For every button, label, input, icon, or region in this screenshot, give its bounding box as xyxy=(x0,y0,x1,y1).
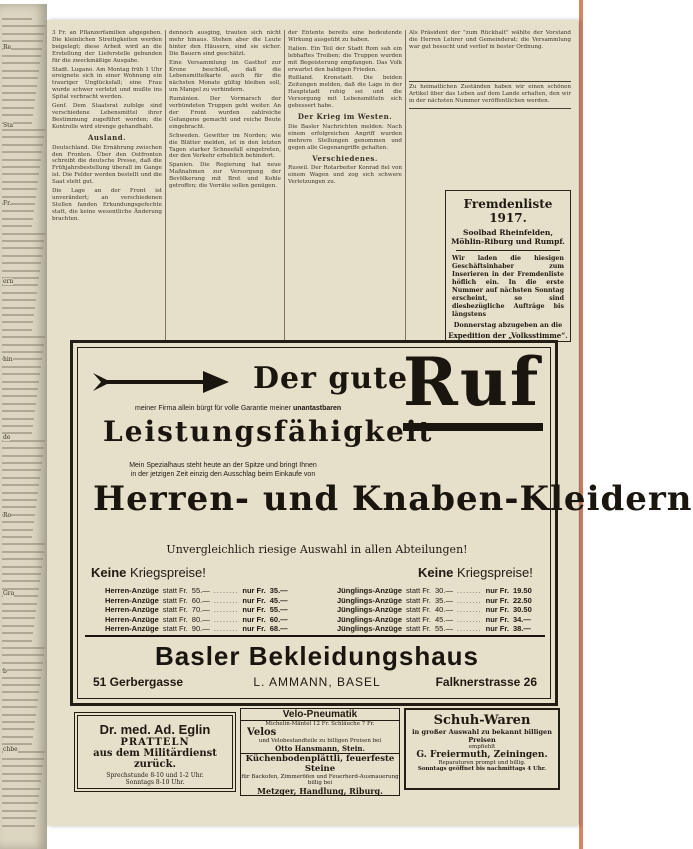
fremdenliste-title: Fremdenliste 1917. xyxy=(463,197,553,225)
facing-page-text-line xyxy=(2,136,44,138)
facing-page-text-line xyxy=(2,736,33,738)
address-left: 51 Gerbergasse xyxy=(93,675,184,689)
new-price: 19.50 xyxy=(512,586,532,596)
facing-page-text-line xyxy=(2,351,43,353)
news-paragraph: Ruswil. Der Rotarbeiter Konrad fiel von einem Wagen und zog sich schwere Verletzungen zu. xyxy=(288,165,402,186)
facing-page-text-line xyxy=(2,410,35,412)
facing-page-text-line xyxy=(2,307,35,309)
item-label: Jünglings-Anzüge xyxy=(337,586,402,596)
tagline-bold: unantastbaren xyxy=(292,405,342,412)
facing-page-text-line xyxy=(2,218,33,220)
kueche-line: für Backofen, Zimmeröfen und Feuerherd-Ausmauerung billig bei xyxy=(241,774,399,786)
leader-dots: ........ xyxy=(456,595,482,605)
old-price: 80.— xyxy=(191,614,210,624)
facing-page-text-line xyxy=(2,425,33,427)
fremdenliste-subtitle-2: Möhlin-Riburg und Rumpf. xyxy=(451,237,565,246)
facing-page-text-line xyxy=(2,373,40,375)
facing-page-text-line xyxy=(2,403,36,405)
facing-page-text-line xyxy=(2,85,37,87)
doctor-place: PRATTELN xyxy=(120,737,190,748)
notice-box xyxy=(409,81,571,110)
velo-seller: Otto Hansmann, Stein. xyxy=(241,744,399,754)
facing-page-text-line xyxy=(2,321,33,323)
statt-label: statt Fr. xyxy=(406,586,432,596)
column-rule xyxy=(284,30,285,342)
facing-page-text-line xyxy=(2,551,44,553)
facing-page-text-line xyxy=(2,469,41,471)
facing-page-text-line xyxy=(2,580,40,582)
statt-label: statt Fr. xyxy=(162,595,188,605)
arrow-icon xyxy=(93,365,233,399)
facing-page-text-line xyxy=(2,344,44,346)
facing-page-text-line xyxy=(2,366,41,368)
price-row xyxy=(103,615,290,625)
news-paragraph: Genf. Dem Staatsrat zufolge sind verschiedene Lebensmittel ihrer Bestimmung zugeführt worden; die Kontrolle wird strenge gehandhabt. xyxy=(52,103,162,130)
statt-label: statt Fr. xyxy=(162,586,188,596)
news-paragraph: Die Lage an der Front ist unverändert; an verschiedenen Stellen fanden Erkundungsgefechte statt, die keine wesentliche Änderung brachten. xyxy=(52,188,162,222)
fremdenliste-body: Wir laden die hiesigen Geschäftsinhaber zum Inserieren in der Fremdenliste höflich ein. In die erste Nummer auf nächsten Sonntag erscheint, so sind diesbezügliche Aufträge bis längstens xyxy=(452,255,564,318)
facing-page-text-line xyxy=(2,617,35,619)
divider xyxy=(456,250,560,251)
tagline xyxy=(135,405,341,412)
facing-page-text-line xyxy=(2,262,41,264)
shoes-line-2: Reparaturen prompt und billig. xyxy=(438,760,526,766)
facing-page-text-line xyxy=(2,395,37,397)
facing-page-text-line xyxy=(2,418,34,420)
facing-page-text-line xyxy=(2,18,32,20)
item-label: Herren-Anzüge xyxy=(105,586,159,596)
facing-page-fragment: Gra xyxy=(3,590,15,597)
headline-leistungsfaehigkeit: Leistungsfähigkeit xyxy=(103,415,434,448)
facing-page-text-line xyxy=(2,314,34,316)
old-price: 70.— xyxy=(191,605,210,615)
facing-page-text-line xyxy=(2,558,43,560)
facing-page-text-line xyxy=(2,62,40,64)
facing-page-text-line xyxy=(2,721,35,723)
price-row xyxy=(335,624,534,634)
news-paragraph: Rußland. Kronstadt. Die beiden Zeitungen melden, daß die Lage in der Hauptstadt ruhig sei und die Versorgung mit Lebensmitteln sich gebessert habe. xyxy=(288,75,402,110)
velo-title: Velo-Pneumatik xyxy=(241,709,399,721)
page-edge-stain xyxy=(579,0,583,849)
price-row xyxy=(335,596,534,606)
new-price: 38.— xyxy=(512,624,531,634)
nur-label: nur Fr. xyxy=(242,586,266,596)
facing-page-text-line xyxy=(2,795,39,797)
old-price: 30.— xyxy=(435,586,453,596)
shoes-line-1: in großer Auswahl zu bekannt billigen Preisen xyxy=(412,728,552,744)
facing-page-text-line xyxy=(2,255,42,257)
nur-label: nur Fr. xyxy=(242,605,266,615)
facing-page-text-line xyxy=(2,447,44,449)
leader-dots: ........ xyxy=(213,614,239,624)
old-price: 35.— xyxy=(435,595,453,605)
facing-page-text-line xyxy=(2,825,35,827)
old-price: 90.— xyxy=(191,624,210,634)
velo-brand: Velos xyxy=(247,727,277,738)
section-heading-verschiedenes: Verschiedenes. xyxy=(312,153,378,163)
facing-page-text-line xyxy=(2,610,36,612)
facing-page-text-line xyxy=(2,484,39,486)
leader-dots: ........ xyxy=(456,614,482,624)
old-price: 40.— xyxy=(435,605,453,615)
facing-page-text-line xyxy=(2,92,36,94)
facing-page-fragment: Ro xyxy=(3,512,12,519)
new-price: 30.50 xyxy=(512,605,532,615)
fremdenliste-subtitle-1: Soolbad Rheinfelden, xyxy=(463,228,553,237)
facing-page-text-line xyxy=(2,292,37,294)
old-price: 60.— xyxy=(191,595,210,605)
facing-page-edge xyxy=(0,4,47,849)
facing-page-text-line xyxy=(2,77,38,79)
facing-page-text-line xyxy=(2,536,32,538)
old-price: 45.— xyxy=(435,614,453,624)
selection-line: Unvergleichlich riesige Auswahl in allen Abteilungen! xyxy=(166,543,468,556)
fremdenliste-office: Expedition der „Volksstimme“. xyxy=(448,331,568,340)
facing-page-text-line xyxy=(2,677,41,679)
ad-doctor xyxy=(74,712,236,792)
facing-page-text-line xyxy=(2,210,34,212)
facing-page-text-line xyxy=(2,166,40,168)
column-rule xyxy=(405,30,406,342)
ad-schuh-waren xyxy=(404,708,560,790)
facing-page-text-line xyxy=(2,329,32,331)
leader-dots: ........ xyxy=(456,605,482,615)
facing-page-text-line xyxy=(2,640,32,642)
facing-page-text-line xyxy=(2,810,37,812)
leader-dots: ........ xyxy=(456,624,482,634)
news-paragraph: Deutschland. Die Ernährung zwischen den Fronten. Über den Ostfronten schreibt die deutsche Presse, daß die Frühjahrsbestellung überall im Gange ist. Die Felder werden bestellt und die Saat steht gut. xyxy=(52,144,162,186)
store-name: Basler Bekleidungshaus xyxy=(155,641,479,671)
facing-page-fragment: Re xyxy=(3,44,12,51)
facing-page-text-line xyxy=(2,662,43,664)
facing-page-fragment: ern xyxy=(3,278,14,285)
nur-label: nur Fr. xyxy=(485,614,509,624)
facing-page-text-line xyxy=(2,573,41,575)
shoes-title: Schuh-Waren xyxy=(433,713,531,728)
facing-page-text-line xyxy=(2,336,45,338)
news-paragraph: Als Präsident der "zum Rückhalt" wählte der Vorstand die Herren Lehrer und Gemeinderat; die Versammlung war gut besucht und verlief in bester Ordnung. xyxy=(409,30,571,50)
price-row xyxy=(103,596,290,606)
velo-line-2: und Velobestandteile zu billigen Preisen bei xyxy=(258,738,382,744)
facing-page-text-line xyxy=(2,743,32,745)
facing-page-text-line xyxy=(2,462,42,464)
item-label: Herren-Anzüge xyxy=(105,595,159,605)
new-price: 22.50 xyxy=(512,595,532,605)
news-paragraph: Stadt. Lugano. Am Montag früh 1 Uhr ereignete sich in einer Wohnung ein trauriger Unglücksfall; eine Frau wurde schwer verletzt und mußte ins Spital verbracht werden. xyxy=(52,66,162,101)
statt-label: statt Fr. xyxy=(162,605,188,615)
headline-ruf: Ruf xyxy=(403,343,541,421)
facing-page-text-line xyxy=(2,240,44,242)
facing-page-text-line xyxy=(2,33,44,35)
keine-label: Keine xyxy=(91,565,127,580)
statt-label: statt Fr. xyxy=(406,614,432,624)
notice-text: Zu heimatlichen Zuständen haben wir einen schönen Artikel über das Leben auf dem Lande erhalten, den wir in der nächsten Nummer veröffentlichen werden. xyxy=(409,83,571,104)
facing-page-text-line xyxy=(2,151,42,153)
facing-page-text-line xyxy=(2,499,37,501)
facing-page-text-line xyxy=(2,566,42,568)
facing-page-text-line xyxy=(2,632,33,634)
facing-page-text-line xyxy=(2,765,43,767)
facing-page-text-line xyxy=(2,40,43,42)
fremdenliste-deadline: Donnerstag abzugeben an die xyxy=(453,321,563,329)
news-paragraph: der Entente bereits eine bedeutende Wirkung ausgeübt zu haben. xyxy=(288,30,402,43)
facing-page-fragment: Fr. xyxy=(3,200,12,207)
facing-page-text-line xyxy=(2,299,36,301)
facing-page-text-line xyxy=(2,477,40,479)
fremdenliste-ad xyxy=(445,190,571,342)
statt-label: statt Fr. xyxy=(406,605,432,615)
facing-page-text-line xyxy=(2,196,36,198)
facing-page-text-line xyxy=(2,706,37,708)
statt-label: statt Fr. xyxy=(162,614,188,624)
facing-page-text-line xyxy=(2,388,38,390)
spec-text xyxy=(73,461,373,479)
juenglinge-price-table xyxy=(335,586,534,634)
facing-page-text-line xyxy=(2,55,41,57)
news-column-2 xyxy=(169,30,281,342)
keine-kriegspreise-left xyxy=(91,565,206,580)
shoes-seller: G. Freiermuth, Zeiningen. xyxy=(416,750,548,760)
doctor-returned: aus dem Militärdienst zurück. xyxy=(93,748,217,770)
statt-label: statt Fr. xyxy=(406,595,432,605)
new-price: 68.— xyxy=(269,624,288,634)
nur-label: nur Fr. xyxy=(242,624,266,634)
kriegspreise-label: Kriegspreise! xyxy=(457,565,533,580)
facing-page-text-line xyxy=(2,625,34,627)
nur-label: nur Fr. xyxy=(485,595,509,605)
item-label: Jünglings-Anzüge xyxy=(337,614,402,624)
spec-line-2: in der jetzigen Zeit einzig den Ausschlag beim Einkaufe von xyxy=(130,471,316,478)
new-price: 45.— xyxy=(269,595,288,605)
news-column-1 xyxy=(52,30,162,342)
doctor-name: Dr. med. Ad. Eglin xyxy=(99,722,211,737)
news-paragraph: dennoch ausging, trauten sich nicht mehr hinaus. Stehen aber die Leute hinter den Häusern, sind sie sicher. Die Bauern sind geschätzt. xyxy=(169,30,281,57)
nur-label: nur Fr. xyxy=(485,586,509,596)
item-label: Jünglings-Anzüge xyxy=(337,605,402,615)
section-heading-ausland: Ausland. xyxy=(87,132,127,142)
new-price: 34.— xyxy=(512,614,531,624)
headline-kleidern: Herren- und Knaben-Kleidern xyxy=(93,479,693,519)
facing-page-text-line xyxy=(2,107,34,109)
facing-page-text-line xyxy=(2,699,38,701)
facing-page-text-line xyxy=(2,225,32,227)
news-paragraph: Eine Versammlung im Gasthof zur Krone beschloß, daß die Lebensmittelkarte auch für die nächsten Monate gültig bleiben soll, um Mangel zu verhindern. xyxy=(169,59,281,94)
facing-page-text-line xyxy=(2,802,38,804)
price-row xyxy=(103,586,290,596)
facing-page-text-line xyxy=(2,233,45,235)
leader-dots: ........ xyxy=(213,605,239,615)
leader-dots: ........ xyxy=(213,624,239,634)
doctor-hours: Sprechstunde 8-10 und 1-2 Uhr. xyxy=(106,772,204,779)
facing-page-text-line xyxy=(2,647,45,649)
facing-page-fragment: chbe xyxy=(3,746,18,753)
price-row xyxy=(335,615,534,625)
ad-velo-pneumatik xyxy=(240,708,400,796)
spec-line-1: Mein Spezialhaus steht heute an der Spitze und bringt Ihnen xyxy=(129,462,317,469)
new-price: 55.— xyxy=(269,605,288,615)
facing-page-text-line xyxy=(2,99,35,101)
news-paragraph: Rumänien. Der Vormarsch der verbündeten Truppen geht weiter. An der Front wurden zahlreiche Gefangene gemacht und reiche Beute eingebracht. xyxy=(169,96,281,130)
facing-page-text-line xyxy=(2,691,39,693)
news-column-3 xyxy=(288,30,402,342)
facing-page-text-line xyxy=(2,144,43,146)
new-price: 60.— xyxy=(269,614,288,624)
facing-page-text-line xyxy=(2,247,43,249)
news-paragraph: Schweden. Gewitter im Norden; wie die Blätter melden, ist in den letzten Tagen starker Schneefall eingetreten, der den Verkehr erheblich behindert. xyxy=(169,132,281,160)
new-price: 35.— xyxy=(269,586,288,596)
divider xyxy=(85,635,545,637)
facing-page-fragment: hin xyxy=(3,356,13,363)
owner-name: L. AMMANN, BASEL xyxy=(253,675,381,689)
facing-page-text-line xyxy=(2,188,37,190)
facing-page-fragment: Sta xyxy=(3,122,14,129)
facing-page-text-line xyxy=(2,684,40,686)
facing-page-text-line xyxy=(2,669,42,671)
facing-page-text-line xyxy=(2,455,43,457)
headline-der-gute: Der gute xyxy=(253,361,409,396)
news-paragraph: Die Basler Nachrichten melden: Nach einem erfolgreichen Angriff wurden mehrere Stellungen genommen und gegen alle Gegenangriffe gehalten. xyxy=(288,123,402,151)
facing-page-text-line xyxy=(2,114,33,116)
price-row xyxy=(335,605,534,615)
shoes-recommend: empfiehlt xyxy=(468,744,496,750)
nur-label: nur Fr. xyxy=(242,614,266,624)
price-row xyxy=(103,624,290,634)
price-row xyxy=(103,605,290,615)
facing-page-text-line xyxy=(2,70,39,72)
facing-page-text-line xyxy=(2,529,33,531)
facing-page-text-line xyxy=(2,773,42,775)
item-label: Herren-Anzüge xyxy=(105,614,159,624)
nur-label: nur Fr. xyxy=(485,624,509,634)
keine-kriegspreise-right xyxy=(418,565,533,580)
facing-page-text-line xyxy=(2,654,44,656)
column-rule xyxy=(165,30,166,342)
facing-page-text-line xyxy=(2,521,34,523)
leader-dots: ........ xyxy=(213,595,239,605)
news-paragraph: Italien. Ein Teil der Stadt Rom sah ein lebhaftes Treiben; die Truppen wurden mit Begeisterung empfangen. Das Volk erwartet den baldigen Frieden. xyxy=(288,45,402,73)
herren-price-table xyxy=(103,586,290,634)
facing-page-text-line xyxy=(2,714,36,716)
doctor-sunday: Sonntags 8-10 Uhr. xyxy=(125,779,185,786)
old-price: 55.— xyxy=(435,624,453,634)
facing-page-text-line xyxy=(2,129,45,131)
facing-page-text-line xyxy=(2,181,38,183)
leader-dots: ........ xyxy=(456,586,482,596)
facing-page-text-line xyxy=(2,506,36,508)
facing-page-text-line xyxy=(2,492,38,494)
address-right: Falknerstrasse 26 xyxy=(435,675,537,689)
statt-label: statt Fr. xyxy=(162,624,188,634)
item-label: Herren-Anzüge xyxy=(105,605,159,615)
price-row xyxy=(335,586,534,596)
kueche-seller: Metzger, Handlung, Riburg. xyxy=(257,786,383,796)
item-label: Jünglings-Anzüge xyxy=(337,624,402,634)
facing-page-text-line xyxy=(2,159,41,161)
leader-dots: ........ xyxy=(213,586,239,596)
facing-page-fragment: b xyxy=(3,668,7,675)
news-column-4 xyxy=(409,30,571,190)
shoes-line-3: Sonntags geöffnet bis nachmittags 4 Uhr. xyxy=(417,766,547,772)
section-heading-krieg: Der Krieg im Westen. xyxy=(297,111,393,121)
facing-page-text-line xyxy=(2,817,36,819)
facing-page-text-line xyxy=(2,728,34,730)
facing-page-text-line xyxy=(2,543,45,545)
facing-page-text-line xyxy=(2,381,39,383)
main-ad-basler-bekleidungshaus xyxy=(70,340,693,706)
item-label: Jünglings-Anzüge xyxy=(337,595,402,605)
facing-page-fragment: de xyxy=(3,434,11,441)
nur-label: nur Fr. xyxy=(485,605,509,615)
nur-label: nur Fr. xyxy=(242,595,266,605)
facing-page-text-line xyxy=(2,780,41,782)
facing-page-text-line xyxy=(2,25,45,27)
velo-line-1: Michelin-Mäntel 12 Fr. Schläuche 7 Fr. xyxy=(265,721,375,727)
news-paragraph: 3 Fr. an Pflanzerfamilien abgegeben. Die kleinlichen Streitigkeiten werden beigelegt; diese Arbeit wird an die Erstellung der Lieferstelle gebunden für die zweckmäßige Ausgabe. xyxy=(52,30,162,64)
item-label: Herren-Anzüge xyxy=(105,624,159,634)
news-paragraph: Spanien. Die Regierung hat neue Maßnahmen zur Versorgung der Bevölkerung mit Brot und Kohle getroffen; die Vorräte sollen genügen. xyxy=(169,162,281,190)
facing-page-text-line xyxy=(2,270,40,272)
old-price: 55.— xyxy=(191,586,210,596)
facing-page-text-line xyxy=(2,603,37,605)
kriegspreise-label: Kriegspreise! xyxy=(130,565,206,580)
facing-page-text-line xyxy=(2,758,44,760)
statt-label: statt Fr. xyxy=(406,624,432,634)
tagline-text: meiner Firma allein bürgt für volle Garantie meiner xyxy=(135,405,292,412)
kueche-title: Küchenbodenplättli, feuerfeste Steine xyxy=(245,754,395,774)
facing-page-text-line xyxy=(2,173,39,175)
keine-label: Keine xyxy=(418,565,454,580)
facing-page-text-line xyxy=(2,788,40,790)
